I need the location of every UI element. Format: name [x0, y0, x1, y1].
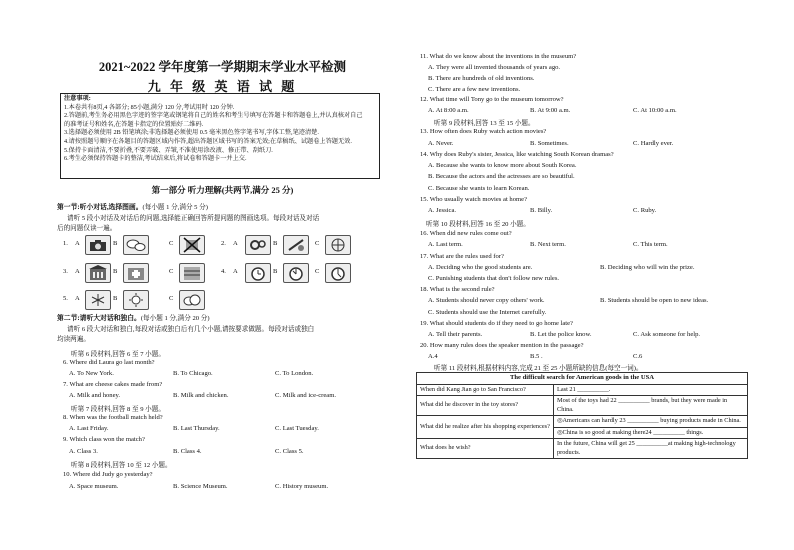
question-text: 7. What are cheese cakes made from?	[63, 381, 163, 388]
listening-instruction: 听第 9 段材料,回答 13 至 15 小题。	[434, 120, 535, 127]
option-a[interactable]: A. Never.	[428, 140, 454, 147]
option-letter: B	[113, 268, 118, 275]
option-c[interactable]: C. To London.	[275, 370, 314, 377]
gears-picture[interactable]	[245, 235, 271, 255]
option-a[interactable]: A. Jessica.	[428, 207, 457, 214]
option-letter: A	[75, 295, 80, 302]
option-c[interactable]: C.6	[633, 353, 643, 360]
option-b[interactable]: B. Sometimes.	[530, 140, 569, 147]
option-c[interactable]: C. Ruby.	[633, 207, 657, 214]
question-text: 14. Why does Ruby's sister, Jessica, like watching South Korean dramas?	[420, 151, 614, 158]
option-a[interactable]: A. They were all invented thousands of years ago.	[428, 64, 561, 71]
option-a[interactable]: A. Milk and honey.	[69, 392, 121, 399]
option-a[interactable]: A. Because she wants to know more about South Korea.	[428, 162, 577, 169]
table-question: What does he wish?	[417, 439, 554, 459]
clock-picture[interactable]	[245, 263, 271, 283]
option-c[interactable]: C. At 10:00 a.m.	[633, 107, 677, 114]
option-b[interactable]: B.5 .	[530, 353, 543, 360]
question-text: 6. Where did Laura go last month?	[63, 359, 155, 366]
fan-picture[interactable]	[325, 235, 351, 255]
snowflake-icon	[87, 292, 109, 308]
option-a[interactable]: A. Tell their parents.	[428, 331, 483, 338]
section2-title: 第二节:请听大对话和独白。	[57, 315, 141, 322]
gear-icon	[247, 237, 269, 253]
option-a[interactable]: A. Class 3.	[69, 448, 98, 455]
option-letter: A	[75, 268, 80, 275]
tools-picture[interactable]	[283, 235, 309, 255]
table-answer[interactable]: ◎China is so good at making there24 __________ things.	[554, 427, 747, 438]
section1-desc: 请听 5 段小对话及对话后的问题,选择能正确回答所提问题的图画选项。每段对话及对话	[67, 215, 320, 222]
alarm-clock-icon	[327, 265, 349, 281]
option-a[interactable]: A.4	[428, 353, 438, 360]
option-b[interactable]: B. At 9:00 a.m.	[530, 107, 571, 114]
table-question: When did Kang Jian go to San Francisco?	[417, 384, 554, 396]
section1-title: 第一节:听小对话,选择图画。	[57, 204, 143, 211]
notice-line: 4.请按照题号顺序在各题目的答题区域内作答,超出答题区域书写的答案无效;在草稿纸、试题卷上答题无效.	[64, 137, 352, 145]
building-picture[interactable]	[85, 263, 111, 283]
notice-line: 1.本卷共有8页,4 各部分; 85小题,满分 120 分,考试用时 120 分钟.	[64, 103, 235, 111]
library-picture[interactable]	[179, 263, 205, 283]
notice-line: 的准考证号和姓名,在答题卡指定的位置贴好二维码.	[64, 120, 204, 128]
option-c[interactable]: C. History museum.	[275, 483, 329, 490]
option-a[interactable]: A. Last Friday.	[69, 425, 109, 432]
option-b[interactable]: B. Students should be open to new ideas.	[600, 297, 709, 304]
question-number: 2.	[221, 240, 226, 247]
option-a[interactable]: A. Last term.	[428, 241, 463, 248]
option-b[interactable]: B. There are hundreds of old inventions.	[428, 75, 535, 82]
option-b[interactable]: B. Billy.	[530, 207, 553, 214]
option-letter: B	[113, 295, 118, 302]
option-b[interactable]: B. Last Thursday.	[173, 425, 220, 432]
question-text: 17. What are the rules used for?	[420, 253, 504, 260]
option-letter: C	[169, 268, 174, 275]
question-text: 11. What do we know about the inventions in the museum?	[420, 53, 577, 60]
notice-line: 5.保持卡面清洁,不要折叠,不要弄破、弄皱,不准使用涂改液、修正带、刮纸刀.	[64, 146, 273, 154]
table-row	[417, 439, 748, 459]
question-text: 16. When did new rules come out?	[420, 230, 512, 237]
table-question: What did he discover in the toy stores?	[417, 396, 554, 416]
option-c[interactable]: C. There are a few new inventions.	[428, 86, 521, 93]
option-c[interactable]: C. Last Tuesday.	[275, 425, 319, 432]
notice-heading: 注意事项:	[64, 95, 91, 102]
listening-instruction: 听第 6 段材料,回答 6 至 7 小题。	[71, 351, 165, 358]
table-row	[417, 396, 748, 416]
speech-bubbles-icon	[125, 237, 147, 253]
question-text: 13. How often does Ruby watch action movies?	[420, 128, 547, 135]
question-number: 3.	[63, 268, 68, 275]
cloud-icon	[181, 292, 203, 308]
camera-picture[interactable]	[85, 235, 111, 255]
option-b[interactable]: B. Because the actors and the actresses are so beautiful.	[428, 173, 575, 180]
option-b[interactable]: B. Next term.	[530, 241, 566, 248]
question-text: 20. How many rules does the speaker mention in the passage?	[420, 342, 584, 349]
option-letter: C	[169, 295, 174, 302]
sun-picture[interactable]	[123, 290, 149, 310]
question-text: 18. What is the second rule?	[420, 286, 495, 293]
cloud-picture[interactable]	[179, 290, 205, 310]
speech-bubbles-picture[interactable]	[123, 235, 149, 255]
notice-line: 6.考生必须保持答题卡的整洁,考试结束后,将试卷和答题卡一并上交.	[64, 155, 247, 163]
alarm-clock-icon	[285, 265, 307, 281]
question-number: 4.	[221, 268, 226, 275]
table-title: The difficult search for American goods in the USA	[417, 373, 748, 385]
camera-icon	[87, 237, 109, 253]
option-c[interactable]: C. This term.	[633, 241, 668, 248]
option-c[interactable]: C. Hardly ever.	[633, 140, 674, 147]
listening-instruction: 听第 11 段材料,根据材料内容,完成 21 至 25 小题所缺的信息(每空一词)。	[434, 365, 643, 372]
question-text: 9. Which class won the match?	[63, 436, 145, 443]
section1-score: (每小题 1 分,满分 5 分)	[142, 204, 208, 211]
snow-picture[interactable]	[85, 290, 111, 310]
option-a[interactable]: A. Space museum.	[69, 483, 119, 490]
question-text: 15. Who usually watch movies at home?	[420, 196, 528, 203]
option-c[interactable]: C. Ask someone for help.	[633, 331, 701, 338]
table-answer[interactable]: Last 21 __________.	[554, 384, 748, 396]
table-question: What did he realize after his shopping experiences?	[417, 416, 554, 439]
fan-icon	[327, 237, 349, 253]
option-c[interactable]: C. Class 5.	[275, 448, 304, 455]
question-number: 1.	[63, 240, 68, 247]
notice-line: 3.选择题必须使用 2B 铅笔填涂;非选择题必须使用 0.5 毫米黑色签字笔书写,字体工整,笔迹清楚.	[64, 129, 319, 137]
no-sign-icon	[181, 237, 203, 253]
table-row	[417, 384, 748, 396]
option-a[interactable]: A. To New York.	[69, 370, 114, 377]
clock-picture[interactable]	[325, 263, 351, 283]
section1-title-row	[57, 201, 208, 211]
notice-line: 2.答题前,考生务必用黑色字迹的签字笔或钢笔将自己的姓名和考生号填写在答题卡和答题卷上,并认真核对自己	[64, 112, 363, 120]
section2-score: (每小题 1 分,满分 20 分)	[140, 315, 210, 322]
hospital-picture[interactable]	[123, 263, 149, 283]
option-c[interactable]: C. Because she wants to learn Korean.	[428, 185, 530, 192]
option-b[interactable]: B. Class 4.	[173, 448, 202, 455]
hospital-icon	[125, 265, 147, 281]
part1-heading: 第一部分 听力理解(共两节,满分 25 分)	[151, 185, 294, 195]
option-a[interactable]: A. Deciding who the good students are.	[428, 264, 533, 271]
option-a[interactable]: A. Students should never copy others' work.	[428, 297, 545, 304]
question-number: 5.	[63, 295, 68, 302]
exam-subtitle: 九 年 级 英 语 试 题	[147, 79, 298, 94]
section1-desc: 后的问题仅读一遍。	[57, 225, 117, 232]
question-text: 12. What time will Tony go to the museum tomorrow?	[420, 96, 564, 103]
option-c[interactable]: C. Punishing students that don't follow new rules.	[428, 275, 560, 282]
info-table	[416, 372, 748, 459]
option-c[interactable]: C. Students should use the Internet carefully.	[428, 309, 547, 316]
option-b[interactable]: B. Milk and chicken.	[173, 392, 229, 399]
table-answer[interactable]: In the future, China will get 25 __________at making high-technology products.	[554, 439, 748, 459]
clock-picture[interactable]	[283, 263, 309, 283]
exam-title: 2021~2022 学年度第一学期期末学业水平检测	[98, 60, 347, 74]
listening-instruction: 听第 8 段材料,回答 10 至 12 小题。	[71, 462, 172, 469]
bookshelf-icon	[181, 265, 203, 281]
table-answer[interactable]: ◎Americans can hardly 23 __________ buying products made in China.	[557, 417, 741, 424]
section2-desc: 请听 6 段大对话和独白,每段对话或独白后有几个小题,请按要求做题。每段对话或独白	[67, 326, 315, 333]
option-letter: A	[233, 240, 238, 247]
listening-instruction: 听第 7 段材料,回答 8 至 9 小题。	[71, 406, 165, 413]
table-answer-cell	[554, 416, 748, 439]
option-b[interactable]: B. To Chicago.	[173, 370, 213, 377]
listening-instruction: 听第 10 段材料,回答 16 至 20 小题。	[426, 221, 530, 228]
option-a[interactable]: A. At 8:00 a.m.	[428, 107, 469, 114]
option-letter: A	[75, 240, 80, 247]
option-b[interactable]: B. Science Museum.	[173, 483, 228, 490]
section2-title-row	[57, 312, 210, 322]
option-letter: B	[273, 268, 278, 275]
question-text: 8. When was the football match held?	[63, 414, 163, 421]
tools-icon	[285, 237, 307, 253]
notice-box	[60, 93, 380, 179]
option-c[interactable]: C. Milk and ice-cream.	[275, 392, 336, 399]
option-letter: C	[315, 240, 320, 247]
building-icon	[87, 265, 109, 281]
table-row	[417, 416, 748, 439]
section2-desc: 均读两遍。	[57, 336, 90, 343]
table-answer[interactable]: Most of the toys had 22 __________ brands, but they were made in China.	[554, 396, 748, 416]
option-letter: B	[273, 240, 278, 247]
option-letter: B	[113, 240, 118, 247]
alarm-clock-icon	[247, 265, 269, 281]
sun-icon	[125, 292, 147, 308]
option-b[interactable]: B. Deciding who will win the prize.	[600, 264, 695, 271]
question-text: 10. Where did Judy go yesterday?	[63, 471, 153, 478]
question-text: 19. What should students do if they need to go home late?	[420, 320, 573, 327]
option-letter: A	[233, 268, 238, 275]
option-letter: C	[315, 268, 320, 275]
option-b[interactable]: B. Let the police know.	[530, 331, 592, 338]
no-food-picture[interactable]	[179, 235, 205, 255]
option-letter: C	[169, 240, 174, 247]
